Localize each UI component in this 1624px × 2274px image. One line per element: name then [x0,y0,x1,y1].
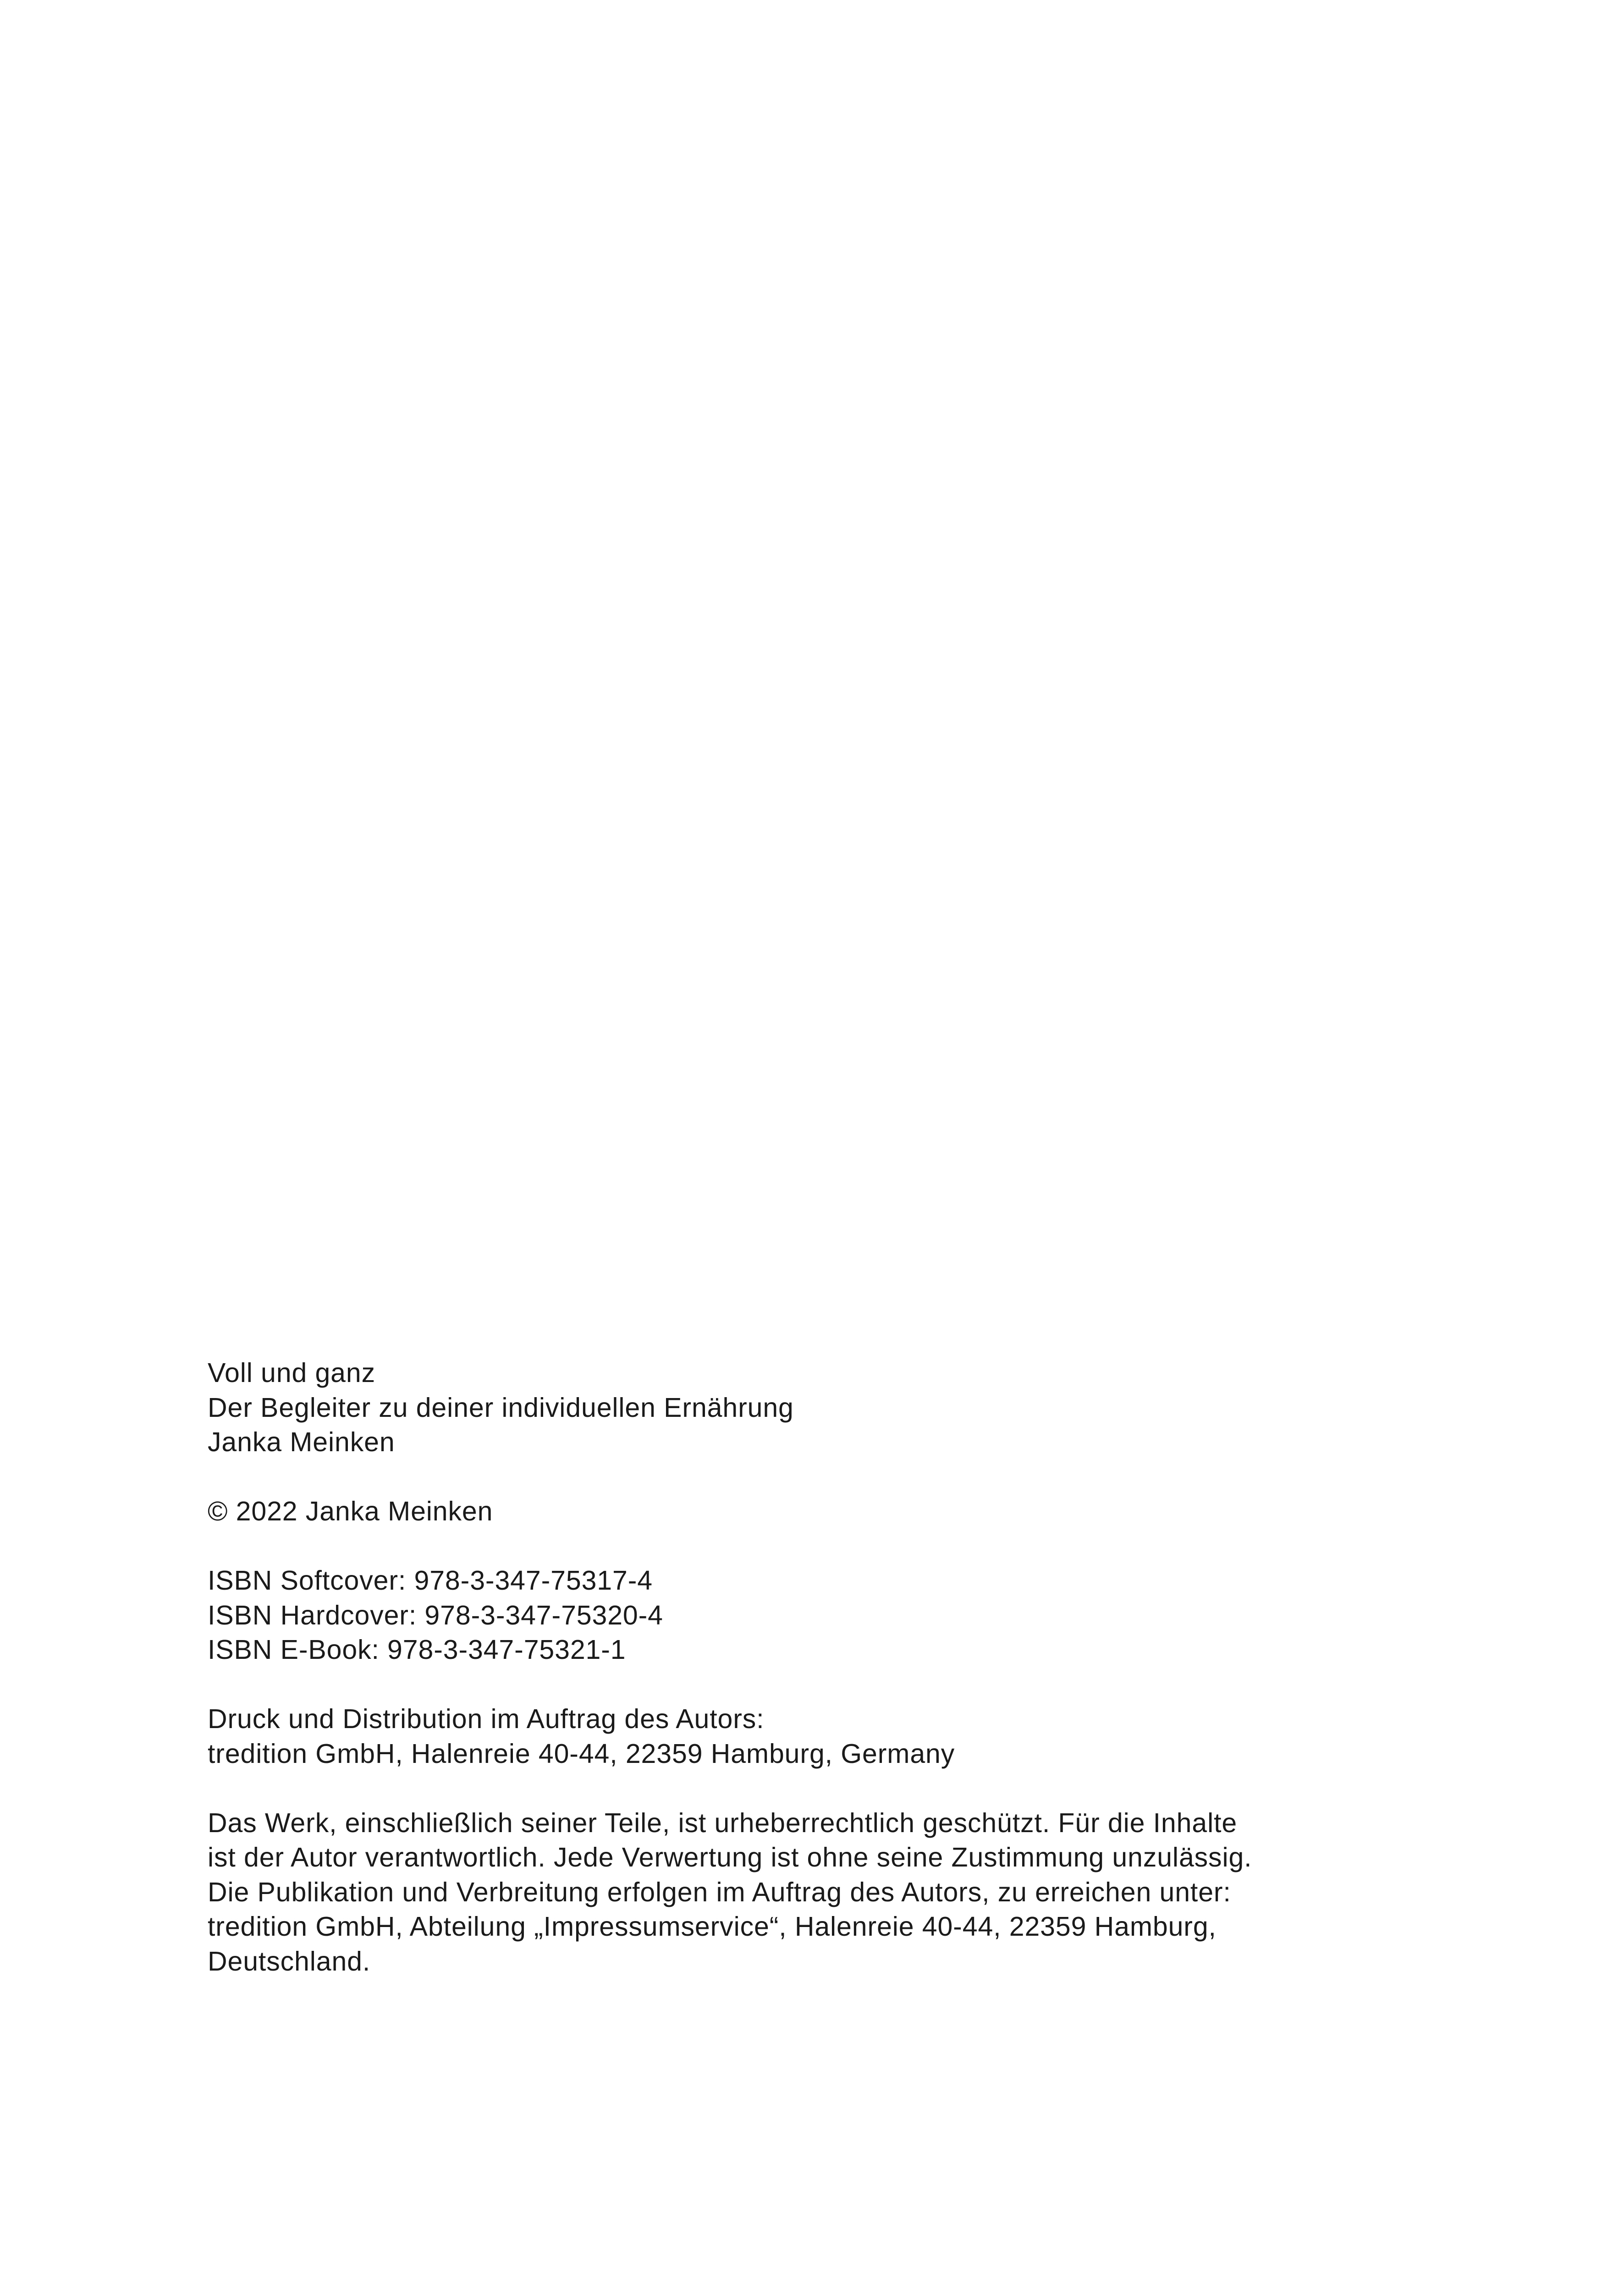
isbn-block [208,1564,1445,1668]
distribution-line: Druck und Distribution im Auftrag des Autors: [208,1704,765,1734]
book-subtitle: Der Begleiter zu deiner individuellen Ernährung [208,1392,794,1423]
legal-notice-line: tredition GmbH, Abteilung „Impressumservice“, Halenreie 40-44, 22359 Hamburg, [208,1911,1217,1942]
copyright-notice: © 2022 Janka Meinken [208,1496,493,1526]
book-author: Janka Meinken [208,1427,395,1457]
isbn-hardcover: ISBN Hardcover: 978-3-347-75320-4 [208,1600,663,1630]
legal-notice-block [208,1806,1445,1979]
distribution-block [208,1702,1445,1771]
book-title: Voll und ganz [208,1358,375,1388]
legal-notice-line: Die Publikation und Verbreitung erfolgen im Auftrag des Autors, zu erreichen unter: [208,1877,1231,1907]
publisher-address: tredition GmbH, Halenreie 40-44, 22359 Hamburg, Germany [208,1738,955,1769]
legal-notice-line: Deutschland. [208,1946,371,1977]
imprint-text [208,1356,1445,1979]
legal-notice-line: ist der Autor verantwortlich. Jede Verwertung ist ohne seine Zustimmung unzulässig. [208,1842,1252,1872]
legal-notice-line: Das Werk, einschließlich seiner Teile, ist urheberrechtlich geschützt. Für die Inhalte [208,1807,1238,1838]
title-block [208,1356,1445,1460]
copyright-block [208,1494,1445,1529]
isbn-softcover: ISBN Softcover: 978-3-347-75317-4 [208,1565,653,1596]
isbn-ebook: ISBN E-Book: 978-3-347-75321-1 [208,1635,626,1665]
